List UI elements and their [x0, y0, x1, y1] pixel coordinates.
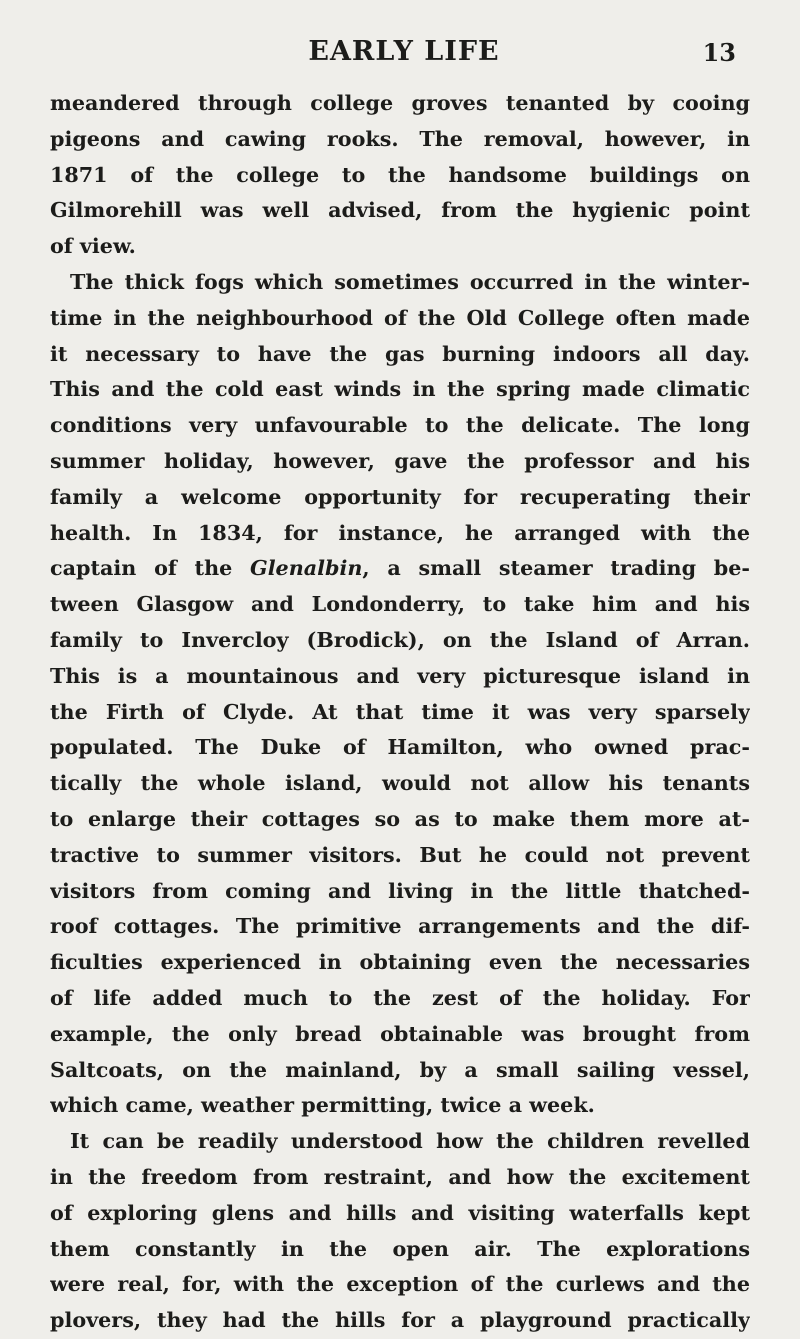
text-line	[50, 551, 750, 587]
text-line: time in the neighbourhood of the Old College often made	[50, 305, 750, 330]
text-line: tically the whole island, would not allow his tenants	[50, 771, 750, 796]
text-line: the Firth of Clyde. At that time it was very sparsely	[50, 699, 750, 724]
text-line: 1871 of the college to the handsome buildings on	[50, 162, 750, 187]
text-line: family to Invercloy (Brodick), on the Island of Arran.	[50, 627, 750, 652]
text-line: them constantly in the open air. The explorations	[50, 1236, 750, 1261]
text-line: This is a mountainous and very picturesque island in	[50, 663, 750, 688]
text-line: This and the cold east winds in the spring made climatic	[50, 377, 750, 402]
running-head	[72, 36, 736, 80]
body-text	[50, 86, 750, 1339]
text-line: in the freedom from restraint, and how the excitement	[50, 1164, 750, 1189]
text-line: populated. The Duke of Hamilton, who owned prac-	[50, 735, 750, 760]
text-line: conditions very unfavourable to the delicate. The long	[50, 413, 750, 438]
text-line: Saltcoats, on the mainland, by a small sailing vessel,	[50, 1057, 750, 1082]
text-line: visitors from coming and living in the little thatched-	[50, 878, 750, 903]
text-line: ficulties experienced in obtaining even the necessaries	[50, 950, 750, 975]
text-fragment: captain of the	[50, 556, 251, 581]
text-line: of life added much to the zest of the holiday. For	[50, 985, 750, 1010]
text-line: example, the only bread obtainable was brought from	[50, 1021, 750, 1046]
text-line: meandered through college groves tenanted by cooing	[50, 91, 750, 115]
text-line: to enlarge their cottages so as to make them more at-	[50, 806, 750, 831]
text-line: plovers, they had the hills for a playground practically	[50, 1308, 750, 1333]
text-line: it necessary to have the gas burning indoors all day.	[50, 341, 750, 366]
text-line: Gilmorehill was well advised, from the hygienic point	[50, 198, 750, 223]
text-line: tractive to summer visitors. But he could not prevent	[50, 842, 750, 867]
text-line: The thick fogs which sometimes occurred in the winter-	[70, 269, 750, 294]
text-fragment: , a small steamer trading be-	[362, 556, 750, 581]
ship-name: Glenalbin	[250, 556, 363, 581]
text-line: which came, weather permitting, twice a week.	[50, 1093, 595, 1118]
text-line: of exploring glens and hills and visiting waterfalls kept	[50, 1200, 750, 1225]
text-line: of view.	[50, 234, 136, 259]
text-line: family a welcome opportunity for recuperating their	[50, 484, 750, 509]
text-line: roof cottages. The primitive arrangements and the dif-	[50, 914, 750, 939]
running-title: EARLY LIFE	[308, 36, 500, 67]
text-line: were real, for, with the exception of the curlews and the	[50, 1272, 750, 1297]
text-line: tween Glasgow and Londonderry, to take him and his	[50, 592, 750, 617]
text-line: health. In 1834, for instance, he arranged with the	[50, 520, 750, 545]
text-line: It can be readily understood how the children revelled	[70, 1129, 750, 1154]
page-number: 13	[702, 38, 736, 67]
text-line: pigeons and cawing rooks. The removal, however, in	[50, 126, 750, 151]
text-line: summer holiday, however, gave the professor and his	[50, 448, 750, 473]
